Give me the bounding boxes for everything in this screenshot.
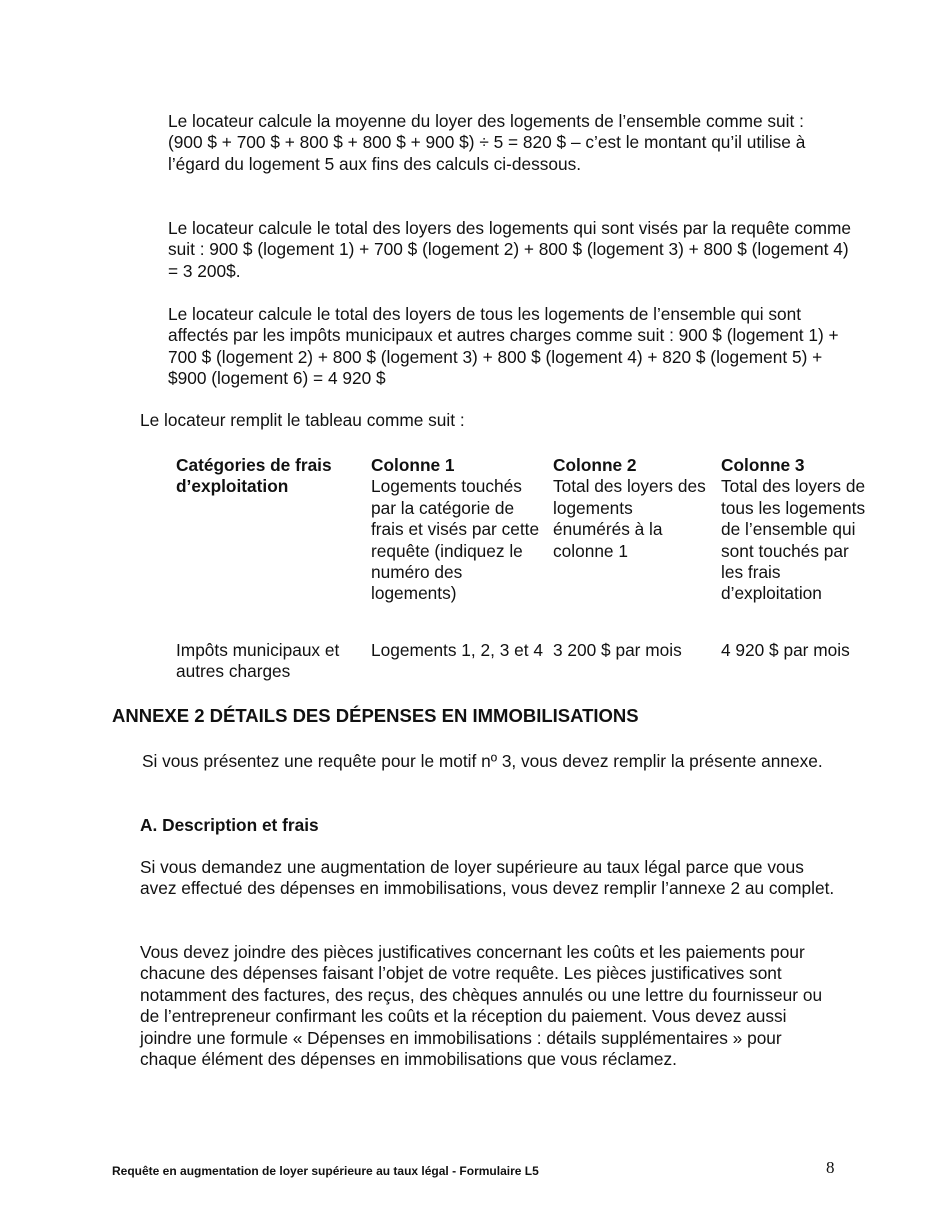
annex-paragraph: Si vous présentez une requête pour le motif nº 3, vous devez remplir la présente annexe.	[142, 751, 823, 771]
annex-paragraph: Vous devez joindre des pièces justificatives concernant les coûts et les paiements pour chacune des dépenses faisant l’objet de votre requête. Les pièces justificatives sont notamment des factures, des reçus, des chèques annulés ou une lettre du fournisseur ou de l’entrepreneur confirmant les coûts et la réception du paiement. Vous devez aussi joindre une formule « Dépenses en immobilisations : détails supplémentaires » pour chaque élément des dépenses en immobilisations que vous réclamez.	[140, 942, 823, 1070]
paragraph-table-intro: Le locateur remplit le tableau comme suit :	[140, 410, 465, 430]
header-title: Colonne 2	[553, 455, 637, 475]
header-title: Colonne 3	[721, 455, 805, 475]
table-header-cell	[176, 455, 366, 498]
header-title: Catégories de frais d’exploitation	[176, 455, 332, 497]
annex-heading: ANNEXE 2 DÉTAILS DES DÉPENSES EN IMMOBILISATIONS	[112, 705, 639, 726]
table-cell: 3 200 $ par mois	[553, 640, 682, 660]
header-description: Total des loyers de tous les logements de l’ensemble qui sont touchés par les frais d’exploitation	[721, 476, 866, 604]
table-header-cell	[371, 455, 546, 605]
header-description: Logements touchés par la catégorie de frais et visés par cette requête (indiquez le numéro des logements)	[371, 476, 540, 604]
table-header-cell	[553, 455, 713, 562]
table-cell: 4 920 $ par mois	[721, 640, 850, 660]
table-header-cell	[721, 455, 871, 605]
paragraph-total-all: Le locateur calcule le total des loyers de tous les logements de l’ensemble qui sont affectés par les impôts municipaux et autres charges comme suit : 900 $ (logement 1) + 700 $ (logement 2) + 800 $ (logement 3) + 800 $ (logement 4) + 820 $ (logement 5) + $900 (logement 6) = 4 920 $	[168, 304, 839, 389]
header-title: Colonne 1	[371, 455, 455, 475]
table-cell: Logements 1, 2, 3 et 4	[371, 640, 543, 660]
table-cell: Impôts municipaux et autres charges	[176, 640, 340, 682]
paragraph-average-rent: Le locateur calcule la moyenne du loyer des logements de l’ensemble comme suit : (900 $ + 700 $ + 800 $ + 800 $ + 900 $) ÷ 5 = 820 $ – c’est le montant qu’il utilise à l’égard du logement 5 aux fins des calculs ci-dessous.	[168, 111, 806, 174]
header-description: Total des loyers des logements énumérés à la colonne 1	[553, 476, 706, 561]
page-number: 8	[826, 1158, 835, 1177]
annex-paragraph: Si vous demandez une augmentation de loyer supérieure au taux légal parce que vous avez effectué des dépenses en immobilisations, vous devez remplir l’annexe 2 au complet.	[140, 857, 835, 899]
footer-title: Requête en augmentation de loyer supérieure au taux légal - Formulaire L5	[112, 1164, 539, 1178]
paragraph-total-requested: Le locateur calcule le total des loyers des logements qui sont visés par la requête comme suit : 900 $ (logement 1) + 700 $ (logement 2) + 800 $ (logement 3) + 800 $ (logement 4) = 3 200$.	[168, 218, 851, 281]
section-a-heading: A. Description et frais	[140, 815, 319, 835]
